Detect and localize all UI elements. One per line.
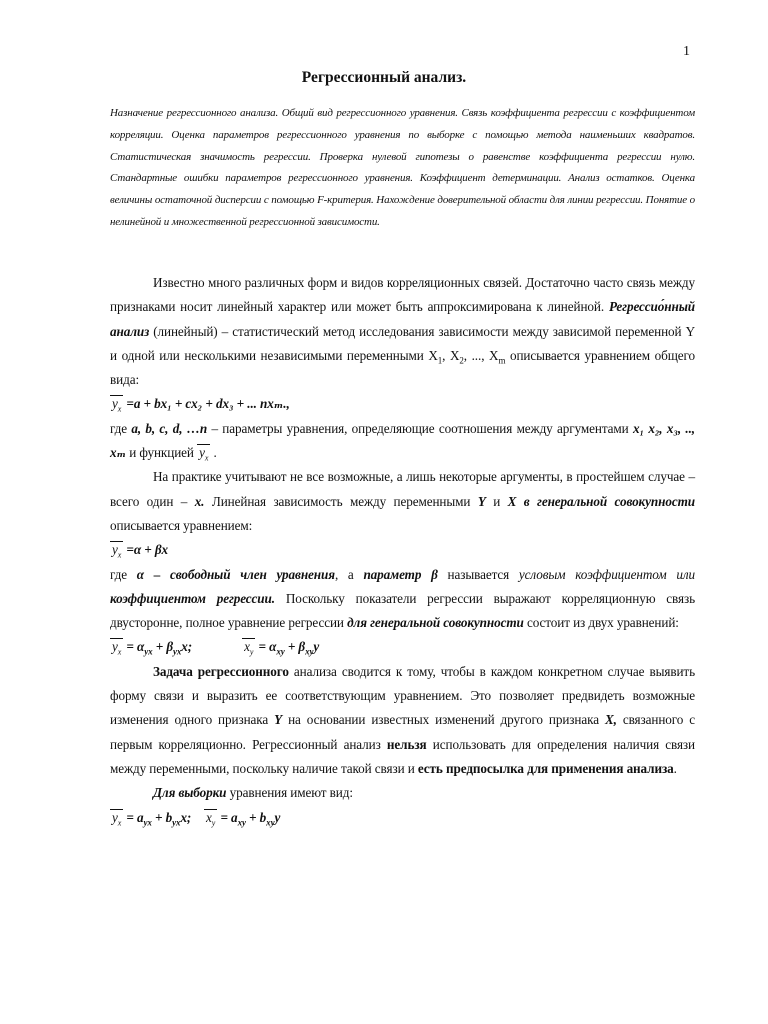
x-bar-symbol: $x_y$	[244, 639, 254, 658]
y-bar-symbol: $y_x$	[112, 639, 122, 658]
equation-linear: $y_x =\alpha + \beta x$	[112, 542, 168, 560]
x-bar-symbol: $x_y$	[206, 809, 216, 828]
body-text	[110, 271, 695, 830]
paragraph-params: где a, b, c, d, …n – параметры уравнения, определяющие соотношения между аргументами x₁ x₂, x₃, .., xₘ и функцией $y_x$ .	[110, 420, 695, 463]
y-bar-symbol: $y_x$	[199, 445, 209, 463]
abstract: Назначение регрессионного анализа. Общий вид регрессионного уравнения. Связь коэффициента регрессии с коэффициентом корреляции. Оценка параметров регрессионного уравнения по выборке с помощью метода наименьших квадратов. Статистическая значимость регрессии. Проверка нулевой гипотезы о равенстве коэффициента регрессии нулю. Стандартные ошибки параметров регрессионного уравнения. Коэффициент детерминации. Анализ остатков. Оценка величины остаточной дисперсии с помощью F-критерия. Нахождение доверительной области для линии регрессии. Понятие о нелинейной и множественной регрессионной зависимости.	[110, 107, 695, 228]
y-bar-symbol: $y_x$	[112, 396, 122, 415]
paragraph-coefficients: где α – свободный член уравнения, а параметр β называется условым коэффициентом или коэффициентом регрессии. Поскольку показатели регрессии выражают корреляционную связь двусторонне, полное уравнение регрессии для генеральной совокупности состоит из двух уравнений:	[110, 566, 696, 631]
paragraph-task: Задача регрессионного анализа сводится к тому, чтобы в каждом конкретном случае выявить форму связи и выразить ее соответствующим уравнением. Это позволяет предвидеть возможные изменения одного признака Y на основании известных изменений другого признака X, связанного с первым корреляционно. Регрессионный анализ нельзя использовать для определения наличия связи между переменными, поскольку наличие такой связи и есть предпосылка для применения анализа.	[110, 663, 695, 776]
equation-pair-sample: $y_x = a_{yx} + b_{yx}x$; $x_y = a_{xy} + b_{xy}y$	[112, 809, 281, 828]
y-bar-symbol: $y_x$	[112, 809, 122, 828]
page-number: 1	[683, 44, 690, 59]
equation-pair-general: $y_x = \alpha_{yx} + \beta_{yx}x$; $x_y = \alpha_{xy} + \beta_{xy}y$	[112, 639, 320, 658]
page-title: Регрессионный анализ.	[301, 69, 467, 86]
term-regression-analysis: Регрессио́нный анализ	[110, 299, 695, 339]
paragraph-practice: На практике учитывают не все возможные, а лишь некоторые аргументы, в простейшем случае – всего один – x. Линейная зависимость между переменными Y и X в генеральной совокупности описывается уравнением:	[110, 469, 695, 533]
paragraph-intro: Известно много различных форм и видов корреляционных связей. Достаточно часто связь между признаками носит линейный характер или может быть аппроксимирована к линейной. Регрессио́нный анализ (линейный) – статистический метод исследования зависимости между зависимой переменной Y и одной или несколькими независимыми переменными $X_1$, $X_2$, ..., $X_m$ описывается уравнением общего вида:	[110, 275, 695, 388]
equation-general: $y_x =a + bx_1 + cx_2 + dx_3$ + ... nxₘ.,	[112, 396, 290, 415]
paragraph-sample: Для выборки уравнения имеют вид:	[153, 785, 353, 801]
y-bar-symbol: $y_x$	[112, 542, 122, 560]
